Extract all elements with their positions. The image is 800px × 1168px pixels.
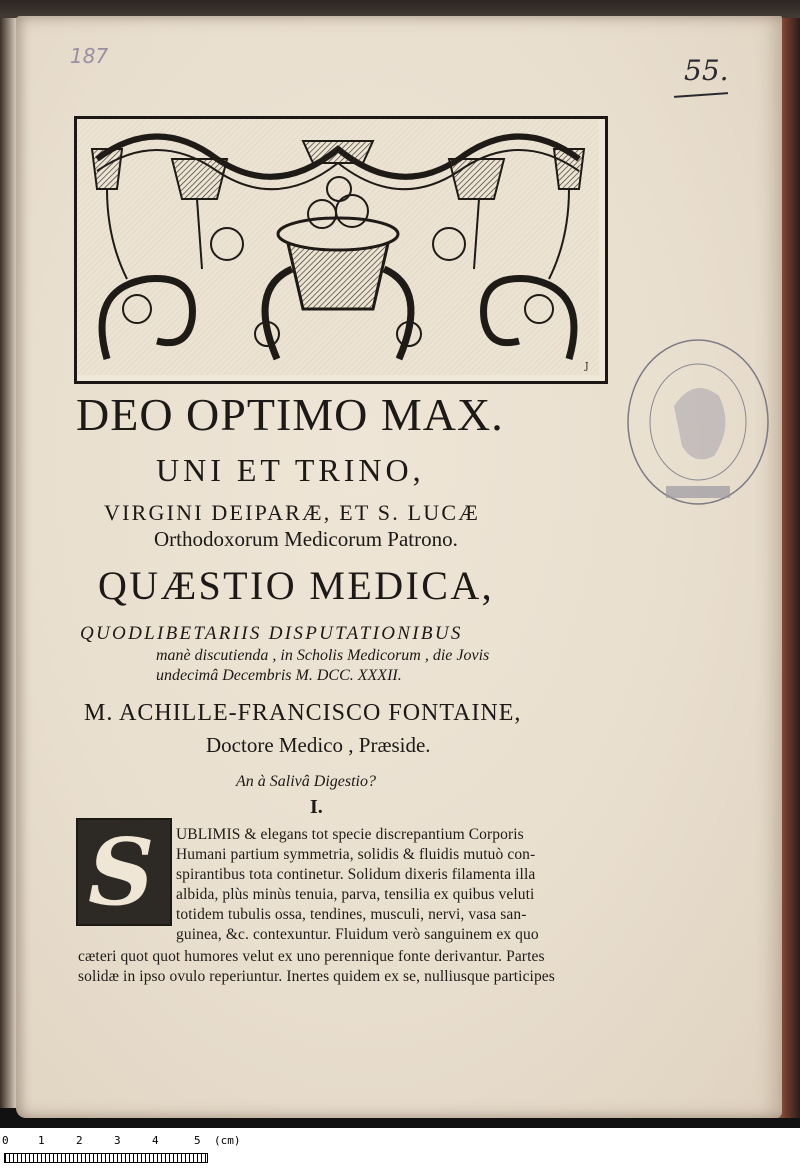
subtitle-line-2: manè discutienda , in Scholis Medicorum , die Jovis (156, 647, 490, 664)
ruler-label: 5 (194, 1134, 201, 1147)
body-line: Humani partium symmetria, solidis & fluidis mutuò con- (176, 846, 536, 863)
headpiece-ornament (74, 116, 608, 384)
dropcap-letter: S (88, 818, 155, 926)
question-statement: An à Salivâ Digestio? (236, 773, 376, 790)
ruler-bar (4, 1153, 208, 1163)
ruler-label: 4 (152, 1134, 159, 1147)
praeses-role: Doctore Medico , Præside. (206, 733, 431, 757)
dedication-line-4: Orthodoxorum Medicorum Patrono. (154, 527, 458, 551)
headpiece-illustration (77, 119, 599, 375)
library-stamp (624, 336, 772, 512)
ruler-label: 0 (2, 1134, 9, 1147)
manuscript-number: 187 (70, 44, 109, 68)
ruler-label: 1 (38, 1134, 45, 1147)
svg-text:J: J (585, 362, 589, 372)
ruler-label: 2 (76, 1134, 83, 1147)
ruler-label: (cm) (214, 1134, 241, 1147)
dropcap-illuminated (76, 818, 172, 926)
body-line: guinea, &c. contexuntur. Fluidum verò sanguinem ex quo (176, 926, 539, 943)
body-line: UBLIMIS & elegans tot specie discrepantium Corporis (176, 826, 524, 843)
folio-number: 55. (684, 54, 729, 87)
dedication-line-3: VIRGINI DEIPARÆ, ET S. LUCÆ (104, 500, 480, 525)
body-line: albida, plùs minùs tenuia, parva, tensilia ex quibus veluti (176, 886, 535, 903)
dedication-line-2: UNI ET TRINO, (156, 452, 425, 488)
body-line: cæteri quot quot humores velut ex uno perennique fonte derivantur. Partes (78, 948, 545, 965)
ruler-label: 3 (114, 1134, 121, 1147)
body-line: spirantibus tota continetur. Solidum dixeris filamenta illa (176, 866, 536, 883)
subtitle-line-1: QUODLIBETARIIS DISPUTATIONIBUS (80, 623, 463, 644)
subtitle-line-3: undecimâ Decembris M. DCC. XXXII. (156, 667, 402, 684)
dedication-title: DEO OPTIMO MAX. (76, 389, 504, 440)
praeses-name: M. ACHILLE-FRANCISCO FONTAINE, (84, 700, 522, 726)
body-line: solidæ in ipso ovulo reperiuntur. Inertes quidem ex se, nulliusque participes (78, 968, 555, 985)
question-title: QUÆSTIO MEDICA, (98, 563, 494, 608)
section-number: I. (310, 796, 323, 818)
body-line: totidem tubulis ossa, tendines, musculi, nervi, vasa san- (176, 906, 527, 923)
